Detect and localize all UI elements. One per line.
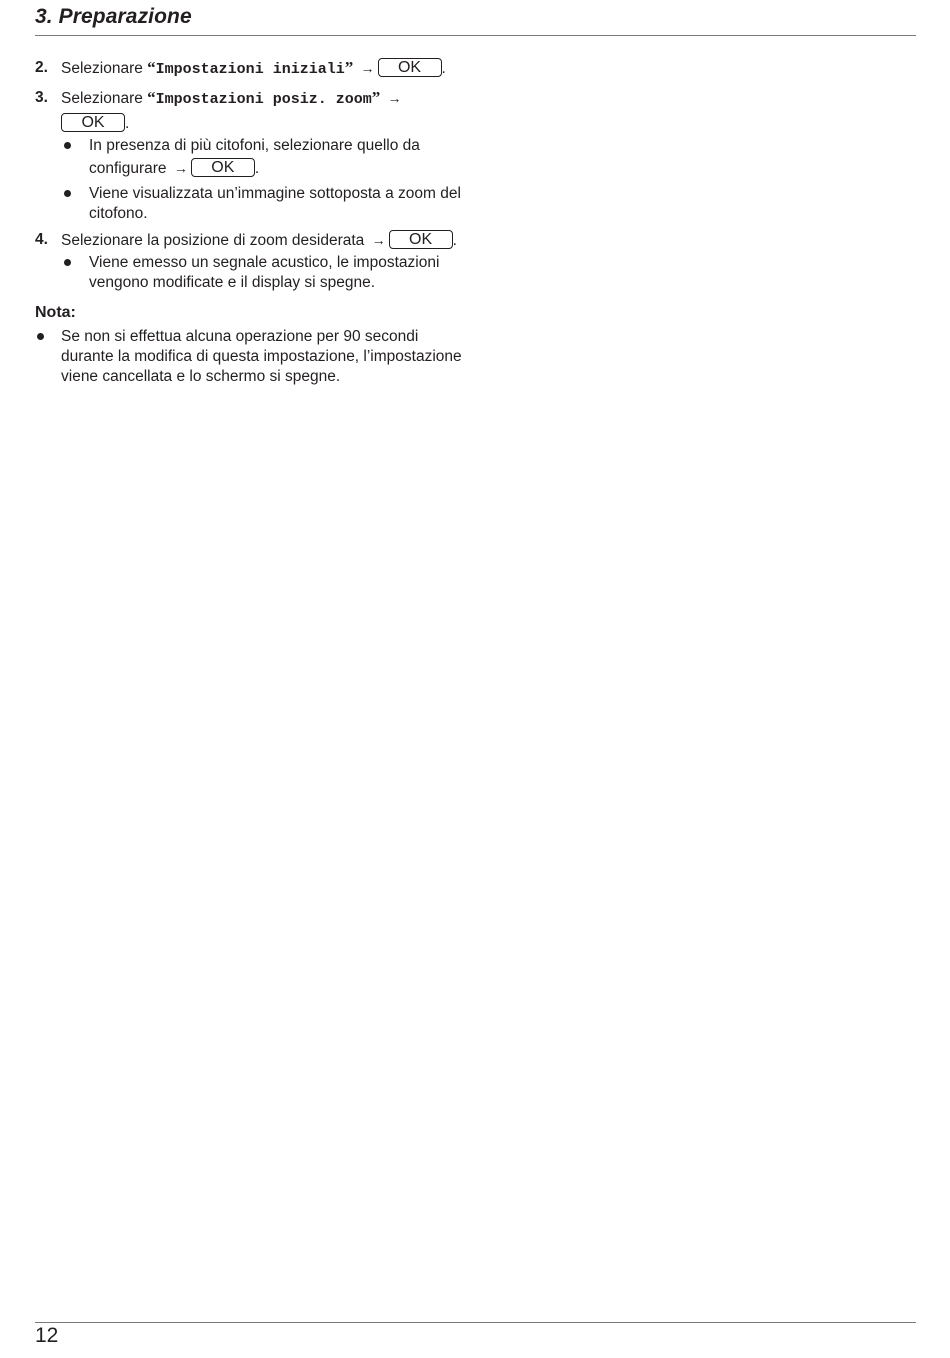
close-quote: ” xyxy=(371,88,381,107)
note-line: viene cancellata e lo schermo si spegne. xyxy=(61,368,341,385)
note-title: Nota: xyxy=(35,304,76,321)
step-number: 2. xyxy=(35,59,48,76)
step-suffix: . xyxy=(452,232,457,249)
step-bullets xyxy=(61,253,475,293)
step-prefix: Selezionare la posizione di zoom desiderata xyxy=(61,232,365,249)
open-quote: “ xyxy=(147,88,156,107)
bullet-line: In presenza di più citofoni, selezionare quello da xyxy=(89,137,420,154)
note-section xyxy=(35,303,475,387)
step-line xyxy=(61,88,475,110)
menu-item-name: Impostazioni posiz. zoom xyxy=(155,91,372,108)
bullet-line xyxy=(89,158,475,179)
step-2 xyxy=(35,58,475,80)
step-line xyxy=(61,114,475,134)
bullet-dot-icon xyxy=(64,142,71,149)
bullet-item xyxy=(61,253,475,293)
bullet-line: Viene emesso un segnale acustico, le impostazioni xyxy=(89,254,440,271)
arrow-icon: → xyxy=(360,60,375,76)
close-quote: ” xyxy=(344,58,354,77)
arrow-icon: → xyxy=(371,232,386,248)
step-4 xyxy=(35,230,475,293)
bullet-dot-icon xyxy=(37,333,44,340)
ok-key: OK xyxy=(389,230,453,249)
note-item xyxy=(35,327,475,387)
step-number: 3. xyxy=(35,89,48,106)
menu-item-name: Impostazioni iniziali xyxy=(155,61,345,78)
bullet-line: Viene visualizzata un’immagine sottoposta a zoom del xyxy=(89,185,461,202)
step-prefix: Selezionare xyxy=(61,90,143,107)
bullet-dot-icon xyxy=(64,190,71,197)
step-bullets xyxy=(61,136,475,224)
step-suffix: . xyxy=(441,60,446,77)
page-number: 12 xyxy=(35,1324,59,1347)
ok-key: OK xyxy=(378,58,442,77)
bullet-item xyxy=(61,136,475,179)
section-title: 3. Preparazione xyxy=(35,5,192,28)
step-prefix: Selezionare xyxy=(61,60,143,77)
bullet-prefix: configurare xyxy=(89,160,167,177)
bullet-dot-icon xyxy=(64,259,71,266)
step-3 xyxy=(35,88,475,224)
bullet-line: citofono. xyxy=(89,205,148,222)
bullet-item xyxy=(61,184,475,224)
ok-key: OK xyxy=(191,158,255,177)
header-divider xyxy=(35,35,916,36)
step-line xyxy=(61,58,475,80)
instructions-content xyxy=(35,58,475,387)
ok-key: OK xyxy=(61,113,125,132)
arrow-icon: → xyxy=(173,160,188,176)
open-quote: “ xyxy=(147,58,156,77)
step-line xyxy=(61,230,475,251)
footer-divider xyxy=(35,1322,916,1323)
note-line: durante la modifica di questa impostazione, l’impostazione xyxy=(61,348,462,365)
bullet-line: vengono modificate e il display si spegne. xyxy=(89,274,376,291)
bullet-suffix: . xyxy=(254,160,260,177)
arrow-icon: → xyxy=(387,90,402,106)
note-line: Se non si effettua alcuna operazione per 90 secondi xyxy=(61,328,419,345)
step-suffix: . xyxy=(125,115,130,132)
step-number: 4. xyxy=(35,231,48,248)
